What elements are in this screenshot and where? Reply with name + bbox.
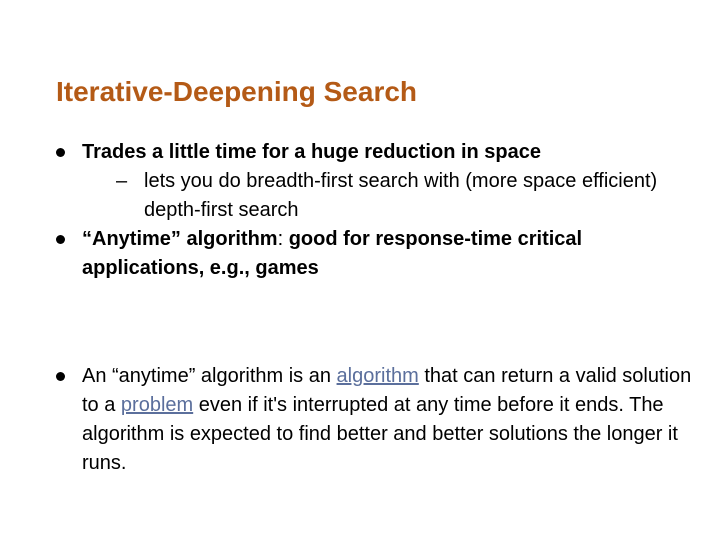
- bullet-item-anytime: [56, 225, 696, 283]
- sub-bullet-item: [116, 167, 696, 225]
- bullet-dot-icon: [56, 372, 65, 381]
- bullet-dot-icon: [56, 235, 65, 244]
- dash-marker: –: [116, 170, 128, 192]
- bullet-dot-icon: [56, 148, 65, 157]
- definition-text-c: even if it's interrupted at any time before it ends. The algorithm is expected to find better and better solutions the longer it runs.: [82, 394, 678, 474]
- sub-bullet-text: lets you do breadth-first search with (more space efficient) depth-first search: [144, 170, 658, 221]
- definition-text-b: that can return a valid solution to a: [82, 365, 692, 416]
- slide-title: Iterative-Deepening Search: [56, 76, 418, 107]
- algorithm-link[interactable]: algorithm: [336, 365, 419, 387]
- definition-text-a: An “anytime” algorithm is an: [82, 365, 337, 387]
- bullet-text-anytime: [82, 225, 696, 283]
- bullet-rest: good for response-time critical applications, e.g., games: [82, 228, 583, 279]
- bullet-text-definition: [82, 362, 696, 478]
- bullet-list-definition: [56, 362, 696, 478]
- bullet-colon: :: [277, 228, 284, 250]
- bullet-bold-term: “Anytime” algorithm: [82, 228, 278, 250]
- bullet-text: Trades a little time for a huge reduction in space: [82, 141, 542, 163]
- problem-link[interactable]: problem: [120, 394, 194, 416]
- bullet-list: [56, 138, 696, 283]
- bullet-item-tradeoff: [56, 138, 696, 167]
- bullet-item-definition: [56, 362, 696, 478]
